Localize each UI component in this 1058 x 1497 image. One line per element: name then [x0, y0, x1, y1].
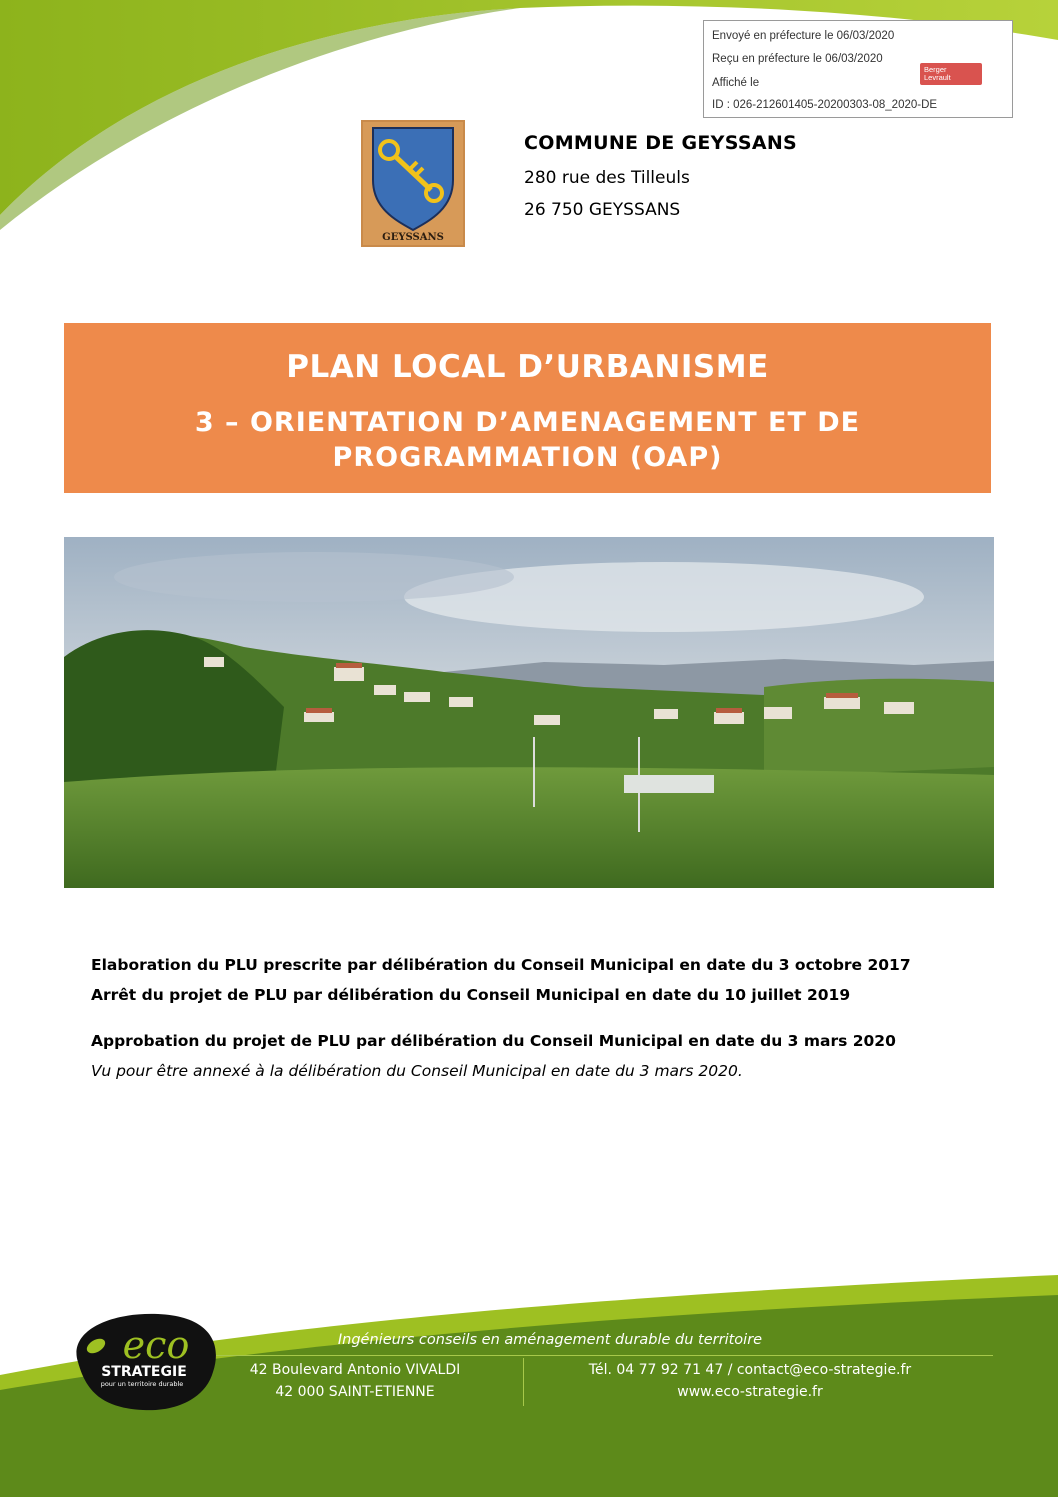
eco-strategie-logo: [68, 1312, 218, 1412]
footer-rule: [215, 1355, 993, 1356]
berger-levrault-logo: Berger Levrault: [920, 63, 982, 85]
footer-divider: [523, 1358, 524, 1406]
stamp-received: Reçu en préfecture le 06/03/2020: [712, 53, 883, 65]
svg-text:GEYSSANS: GEYSSANS: [382, 232, 444, 243]
stamp-id: ID : 026-212601405-20200303-08_2020-DE: [712, 99, 938, 111]
stamp-posted: Affiché le: [712, 77, 760, 89]
footer-tagline: Ingénieurs conseils en aménagement durable du territoire: [337, 1332, 763, 1348]
deliberation-elaboration: Elaboration du PLU prescrite par délibération du Conseil Municipal en date du 3 octobre 2017: [91, 956, 911, 974]
commune-street: 280 rue des Tilleuls: [524, 168, 690, 188]
deliberation-approbation: Approbation du projet de PLU par délibération du Conseil Municipal en date du 3 mars 2020: [91, 1032, 896, 1050]
footer-website-link[interactable]: www.eco-strategie.fr: [677, 1384, 823, 1400]
document-title: PLAN LOCAL D’URBANISME: [286, 349, 769, 385]
footer-address-street: 42 Boulevard Antonio VIVALDI: [249, 1362, 461, 1378]
document-subtitle: 3 – ORIENTATION D’AMENAGEMENT ET DE PROGRAMMATION (OAP): [194, 407, 861, 473]
commune-name: COMMUNE DE GEYSSANS: [524, 132, 798, 154]
landscape-photo: [64, 537, 994, 888]
prefecture-stamp: [703, 20, 1013, 118]
deliberation-arret: Arrêt du projet de PLU par délibération du Conseil Municipal en date du 10 juillet 2019: [91, 986, 851, 1004]
title-band: [64, 323, 991, 493]
svg-text:eco: eco: [122, 1323, 190, 1367]
footer-phone-email[interactable]: Tél. 04 77 92 71 47 / contact@eco-strategie.fr: [588, 1362, 912, 1378]
commune-city: 26 750 GEYSSANS: [524, 200, 681, 220]
footer-address-city: 42 000 SAINT-ETIENNE: [275, 1384, 435, 1400]
stamp-sent: Envoyé en préfecture le 06/03/2020: [712, 30, 895, 42]
coat-of-arms: [361, 120, 465, 247]
deliberation-annex-note: Vu pour être annexé à la délibération du Conseil Municipal en date du 3 mars 2020.: [91, 1062, 743, 1080]
svg-text:pour un territoire durable: pour un territoire durable: [100, 1380, 184, 1388]
svg-text:STRATEGIE: STRATEGIE: [101, 1364, 187, 1380]
